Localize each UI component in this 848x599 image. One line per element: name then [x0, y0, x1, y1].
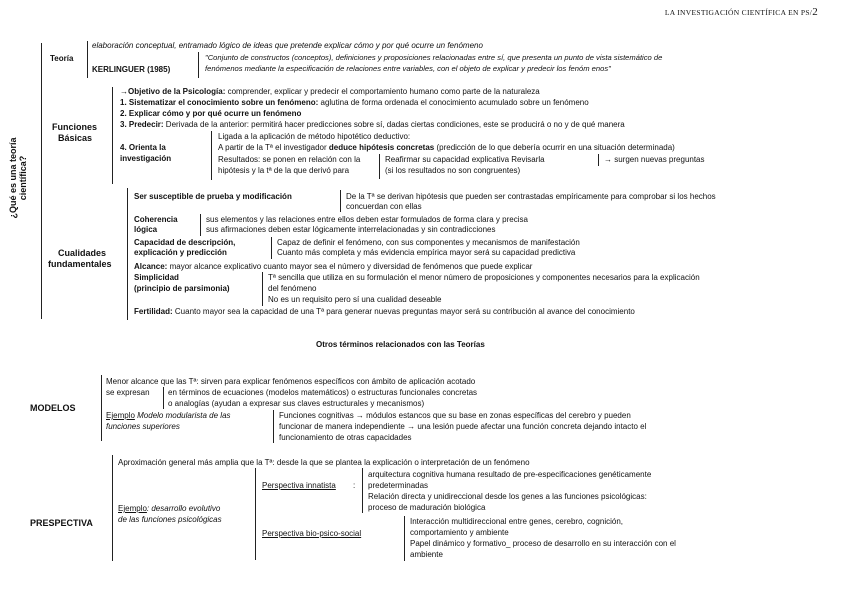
descripcion-text-1: Capaz de definir el fenómeno, con sus componentes y mecanismos de manifestación — [277, 238, 580, 247]
funciones-cognitivas-3: funcionamiento de otras capacidades — [279, 433, 412, 442]
teoria-bracket — [87, 41, 88, 78]
teoria-quote-line1: "Conjunto de constructos (conceptos), definiciones y proposiciones relacionadas entre sí, que presenta un punto de vista sistemático de — [205, 53, 663, 62]
prueba-bracket — [340, 190, 341, 212]
header-title: LA INVESTIGACIÓN CIENTÍFICA EN PS/ — [664, 8, 813, 17]
modelos-ejemplo-italic: Modelo modularista de las — [134, 411, 231, 420]
surgen-preguntas: → surgen nuevas preguntas — [604, 155, 705, 164]
funcion-4-label-2: investigación — [120, 154, 172, 163]
perspectiva-ejemplo-underline: Ejemplo — [118, 504, 147, 513]
objetivo-line — [120, 87, 540, 97]
modelos-line-1: Menor alcance que las Tª: sirven para explicar fenómenos específicos con ámbito de aplicación acotado — [106, 377, 476, 386]
simplicidad-text-1: Tª sencilla que utiliza en su formulación el menor número de proposiciones y componentes necesarios para la explicación — [268, 273, 700, 282]
expresan-line-2: o analogías (ayudan a expresar sus claves estructurales y mecanismos) — [168, 399, 425, 408]
bps-bracket — [404, 516, 405, 561]
innatista-colon: : — [353, 481, 356, 490]
simplicidad-bracket — [262, 272, 263, 306]
perspectiva-ejemplo-1 — [118, 504, 220, 514]
cualidades-label-2: fundamentales — [48, 259, 112, 269]
funcion-1 — [120, 98, 589, 108]
innatista-line-2: predeterminadas — [368, 481, 429, 490]
simplicidad-label-2: (principio de parsimonia) — [134, 284, 230, 293]
vertical-title: ¿Qué es una teoría científica? — [8, 137, 28, 219]
funcion-4-line-2c: (predicción de lo que debería ocurrir en una situación determinada) — [434, 143, 675, 152]
modelos-ejemplo-1 — [106, 411, 231, 421]
perspectiva-ejemplo-2: de las funciones psicológicas — [118, 515, 222, 524]
prueba-text-2: concuerdan con ellas — [346, 202, 422, 211]
perspectiva-line-1: Aproximación general más amplia que la Tª: desde la que se plantea la explicación o interpretación de un fenómeno — [118, 458, 530, 467]
funcion-4-line-2 — [218, 143, 675, 153]
bio-psico-social-label: Perspectiva bio-psico-social — [262, 529, 362, 538]
modelos-ejemplo-2: funciones superiores — [106, 422, 180, 431]
cualidades-bracket — [127, 188, 128, 320]
surgen-bracket — [598, 154, 599, 166]
teoria-author: KERLINGUER (1985) — [92, 65, 171, 74]
funcion-4-line-2a: A partir de la Tª el investigador — [218, 143, 329, 152]
funcion-2: 2. Explicar cómo y por qué ocurre un fenómeno — [120, 109, 302, 118]
modelos-ejemplo-underline: Ejemplo — [106, 411, 135, 420]
cualidades-label-1: Cualidades — [58, 248, 107, 258]
funciones-cognitivas-1a: Funciones cognitivas → — [279, 411, 367, 420]
fertilidad-bold: Fertilidad: — [134, 307, 173, 316]
funcion-4-label-1: 4. Orienta la — [120, 143, 166, 152]
descripcion-label-2: explicación y predicción — [134, 248, 227, 257]
innatista-line-3: Relación directa y unidireccional desde los genes a las funciones psicológicas: — [368, 492, 647, 501]
funcion-4-bracket — [211, 131, 212, 180]
perspectiva-ejemplo-italic: : desarrollo evolutivo — [146, 504, 221, 513]
funcion-1-text: aglutina de forma ordenada el conocimiento acumulado sobre un fenómeno — [318, 98, 589, 107]
innatista-label — [262, 481, 336, 491]
funciones-label-1: Funciones — [52, 122, 98, 132]
perspectiva-bracket — [112, 455, 113, 561]
outer-bracket — [41, 43, 42, 319]
reafirmar-line-1: Reafirmar su capacidad explicativa Revisarla — [385, 155, 545, 164]
descripcion-text-2: Cuanto más completa y más evidencia empírica mayor será su capacidad predictiva — [277, 248, 576, 257]
funcion-3-text: Derivada de la anterior: permitirá hacer predicciones sobre sí, dadas ciertas condiciones, este se producirá o no y de qué manera — [163, 120, 625, 129]
resultados-line-1: Resultados: se ponen en relación con la — [218, 155, 361, 164]
bps-line-3: Papel dinámico y formativo_ proceso de desarrollo en su interacción con el — [410, 539, 676, 548]
alcance-line — [134, 262, 532, 272]
funciones-cognitivas-2: funcionar de manera independiente → una lesión puede afectar una función concreta dejando intacto el — [279, 422, 647, 431]
innatista-line-1: arquitectura cognitiva humana resultado de pre-especificaciones genéticamente — [368, 470, 652, 479]
alcance-text: mayor alcance explicativo cuanto mayor sea el número y diversidad de fenómenos que puede explicar — [167, 262, 533, 271]
funcion-3-bold: 3. Predecir: — [120, 120, 164, 129]
coherencia-label-1: Coherencia — [134, 215, 178, 224]
prueba-label: Ser susceptible de prueba y modificación — [134, 192, 292, 201]
otros-terminos-title: Otros términos relacionados con las Teorías — [316, 340, 485, 349]
coherencia-bracket — [200, 214, 201, 236]
descripcion-bracket — [271, 237, 272, 259]
funcion-4-line-1: Ligada a la aplicación de método hipotético deductivo: — [218, 132, 411, 141]
funcion-3 — [120, 120, 625, 130]
bps-line-2: comportamiento y ambiente — [410, 528, 509, 537]
fertilidad-text: Cuanto mayor sea la capacidad de una Tª para generar nuevas preguntas mayor será su contribución al avance del conocimiento — [172, 307, 635, 316]
objetivo-bold: →Objetivo de la Psicología: — [120, 87, 226, 96]
teoria-quote-line2: fenómenos mediante la especificación de relaciones entre variables, con el objeto de explicar y predecir los fenóm enos" — [205, 64, 611, 73]
innatista-label-text: Perspectiva innatista — [262, 481, 336, 490]
modelos-label: MODELOS — [30, 403, 76, 413]
expresan-line-1: en términos de ecuaciones (modelos matemáticos) o estructuras funcionales concretas — [168, 388, 478, 397]
innatista-bracket — [362, 468, 363, 513]
coherencia-label-2: lógica — [134, 225, 158, 234]
fertilidad-line — [134, 307, 635, 317]
simplicidad-label-1: Simplicidad — [134, 273, 179, 282]
simplicidad-text-3: No es un requisito pero sí una cualidad deseable — [268, 295, 442, 304]
perspectiva-label: PRESPECTIVA — [30, 518, 93, 528]
coherencia-text-2: sus afirmaciones deben estar lógicamente interrelacionadas y sin contradicciones — [206, 225, 496, 234]
funcionales-bracket — [273, 410, 274, 443]
reafirmar-bracket — [379, 154, 380, 179]
prueba-text-1: De la Tª se derivan hipótesis que pueden ser contrastadas empíricamente para comprobar si los hechos — [346, 192, 716, 201]
funcion-4-line-2b: deduce hipótesis concretas — [328, 143, 435, 152]
coherencia-text-1: sus elementos y las relaciones entre ellos deben estar formulados de forma clara y precisa — [206, 215, 528, 224]
ejemplo-bracket — [255, 468, 256, 560]
modelos-bracket — [101, 375, 102, 441]
descripcion-label-1: Capacidad de descripción, — [134, 238, 236, 247]
bps-line-1: Interacción multidireccional entre genes, cerebro, cognición, — [410, 517, 624, 526]
teoria-definition: elaboración conceptual, entramado lógico de ideas que pretende explicar cómo y por qué ocurre un fenómeno — [92, 41, 483, 50]
reafirmar-line-2: (si los resultados no son congruentes) — [385, 166, 521, 175]
funciones-cognitivas-1 — [279, 411, 631, 421]
innatista-line-4: proceso de maduración biológica — [368, 503, 486, 512]
funciones-bracket — [112, 87, 113, 184]
teoria-label: Teoría — [50, 54, 74, 63]
expresan-bracket — [163, 387, 164, 409]
running-header — [665, 6, 818, 18]
modelos-expresan: se expresan — [106, 388, 150, 397]
alcance-bold: Alcance: — [134, 262, 168, 271]
funcion-1-bold: 1. Sistematizar el conocimiento sobre un fenómeno: — [120, 98, 319, 107]
funciones-cognitivas-1b: módulos estancos que su base en zonas específicas del cerebro y pueden — [366, 411, 631, 420]
resultados-line-2: hipótesis y la tª de la que derivó para — [218, 166, 350, 175]
simplicidad-text-2: del fenómeno — [268, 284, 317, 293]
funciones-label-2: Básicas — [58, 133, 93, 143]
bps-line-4: ambiente — [410, 550, 443, 559]
quote-bracket — [198, 52, 199, 78]
page-number: 2 — [812, 6, 818, 18]
objetivo-text: comprender, explicar y predecir el comportamiento humano como parte de la naturaleza — [225, 87, 540, 96]
